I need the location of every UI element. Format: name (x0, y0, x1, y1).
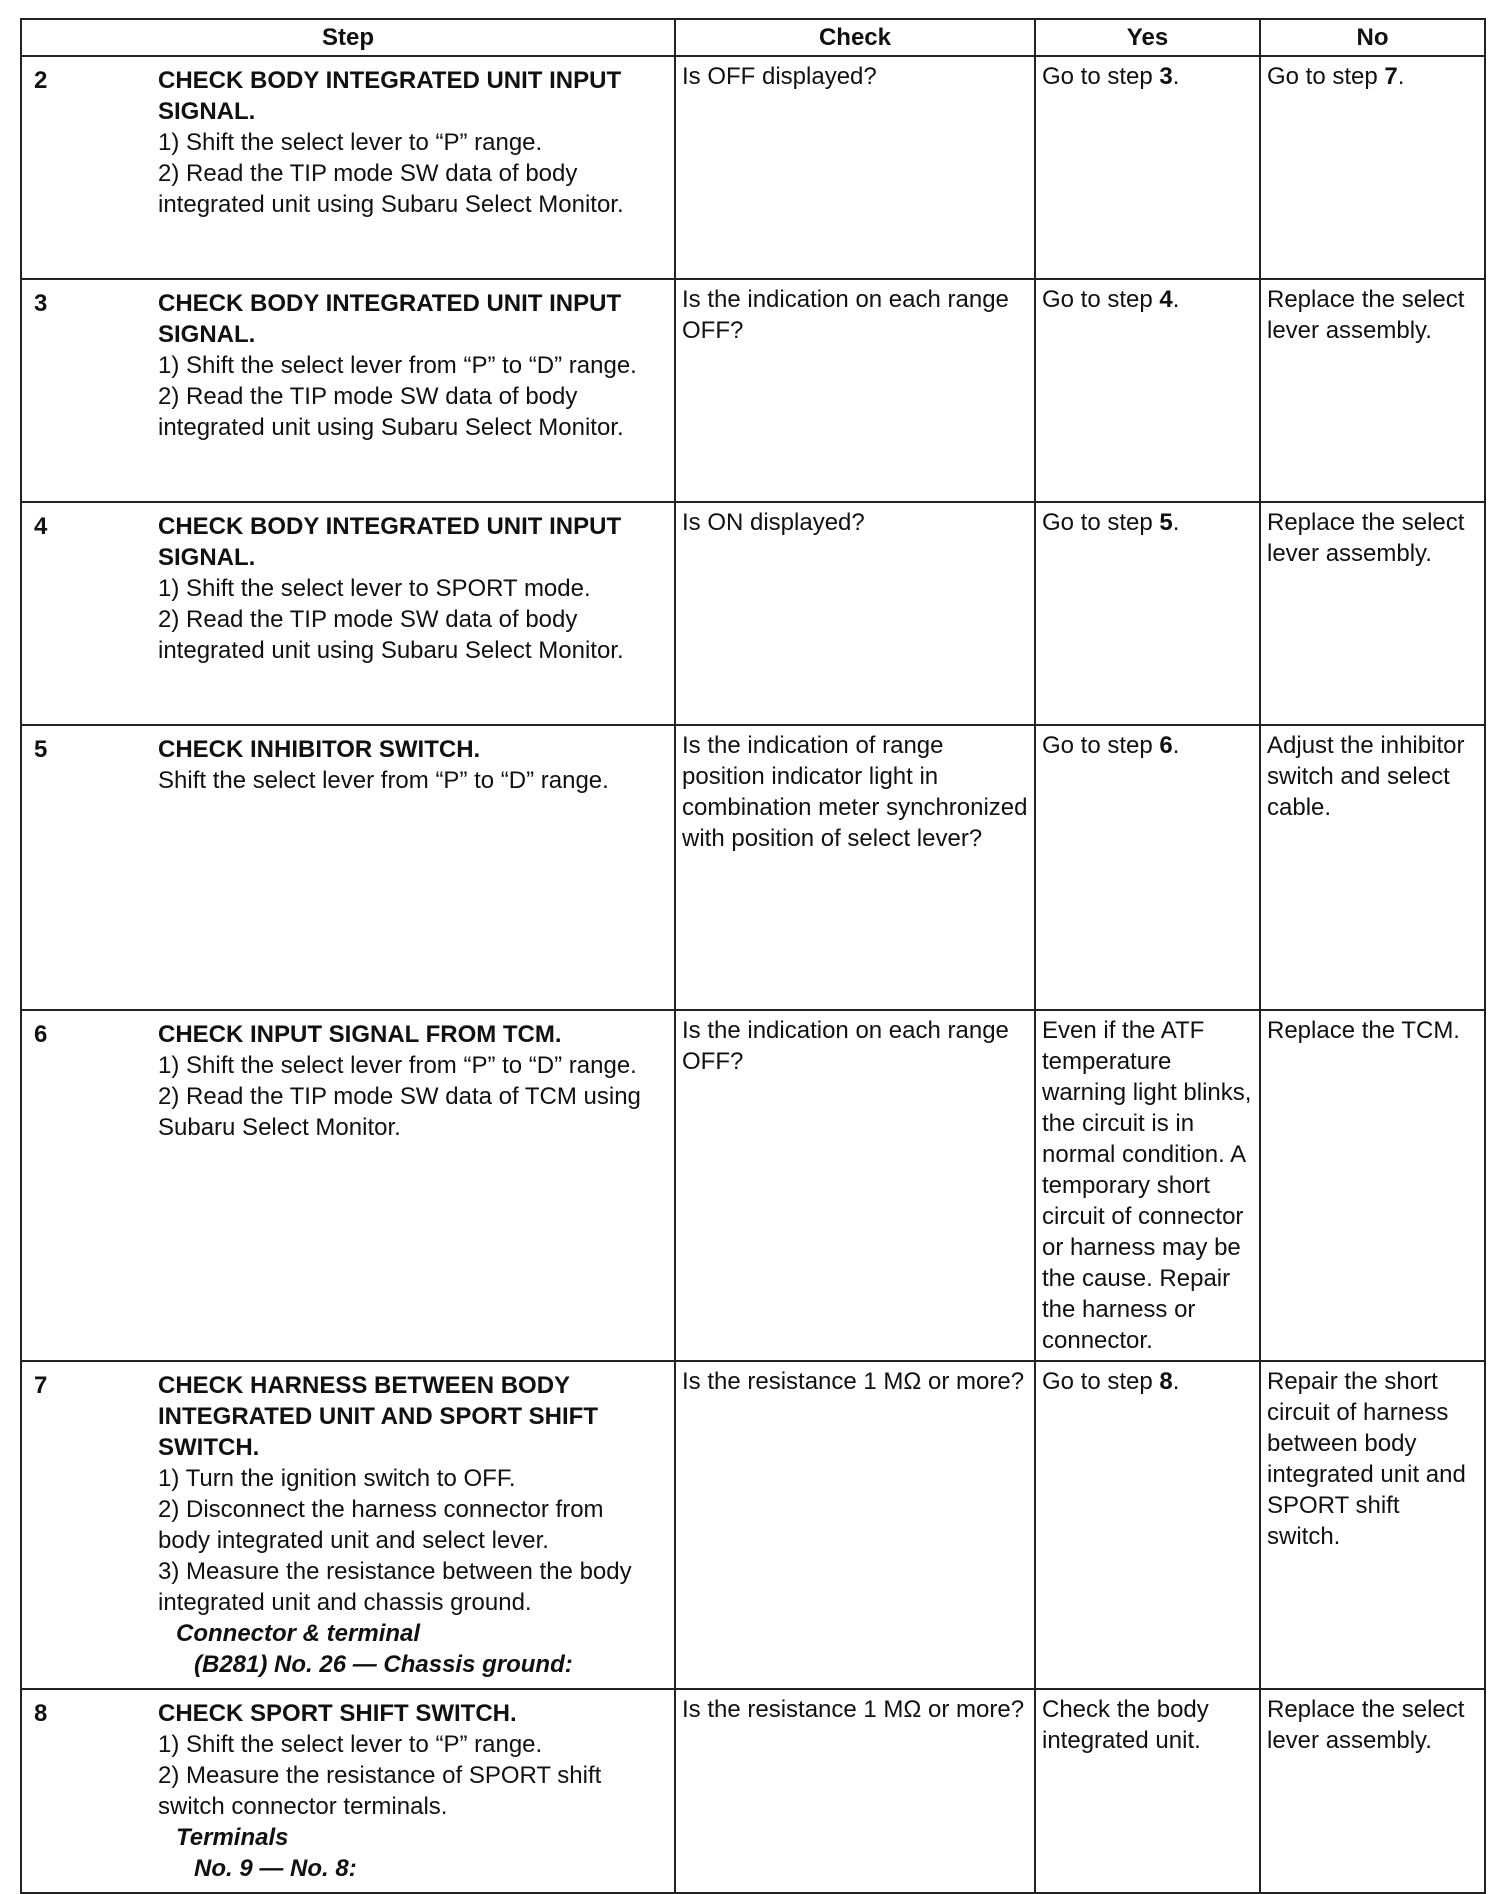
no-cell (1260, 56, 1485, 279)
step-cell (21, 502, 675, 725)
yes-prefix: Go to step (1042, 63, 1160, 90)
instruction: 2) Read the TIP mode SW data of TCM using Subaru Select Monitor. (158, 1083, 641, 1141)
no-step-link: 7 (1384, 63, 1398, 90)
table-row (21, 502, 1485, 725)
check-cell: Is the resistance 1 MΩ or more? (675, 1361, 1035, 1689)
yes-step-link: 6 (1159, 732, 1173, 759)
instruction: 1) Turn the ignition switch to OFF. (158, 1465, 516, 1492)
header-step: Step (21, 19, 675, 56)
yes-suffix: . (1172, 63, 1180, 90)
step-number: 6 (34, 1021, 48, 1048)
table-row (21, 725, 1485, 1010)
step-title: CHECK INPUT SIGNAL FROM TCM. (158, 1021, 562, 1048)
step-cell (21, 279, 675, 502)
diagnostic-table (20, 18, 1486, 1894)
instruction: 1) Shift the select lever from “P” to “D” range. (158, 352, 637, 379)
check-cell: Is ON displayed? (675, 502, 1035, 725)
no-cell: Adjust the inhibitor switch and select cable. (1260, 725, 1485, 1010)
instruction: 2) Measure the resistance of SPORT shift switch connector terminals. (158, 1762, 602, 1820)
check-cell: Is the indication on each range OFF? (675, 279, 1035, 502)
spec-value: (B281) No. 26 — Chassis ground: (194, 1651, 573, 1678)
yes-cell (1035, 279, 1260, 502)
step-number: 5 (34, 736, 48, 763)
instruction: 1) Shift the select lever to “P” range. (158, 1731, 543, 1758)
step-cell (21, 725, 675, 1010)
table-row (21, 1689, 1485, 1893)
check-cell: Is the indication on each range OFF? (675, 1010, 1035, 1361)
yes-suffix: . (1172, 509, 1180, 536)
step-number: 4 (34, 513, 48, 540)
step-number: 7 (34, 1372, 48, 1399)
step-cell (21, 56, 675, 279)
yes-suffix: . (1172, 732, 1180, 759)
yes-cell: Even if the ATF temperature warning light blinks, the circuit is in normal condition. A temporary short circuit of connector or harness may be the cause. Repair the harness or connector. (1035, 1010, 1260, 1361)
step-number: 3 (34, 290, 48, 317)
step-title: CHECK BODY INTEGRATED UNIT INPUT SIGNAL. (158, 290, 622, 348)
no-cell: Replace the TCM. (1260, 1010, 1485, 1361)
yes-cell: Check the body integrated unit. (1035, 1689, 1260, 1893)
yes-step-link: 8 (1159, 1368, 1173, 1395)
check-cell: Is the resistance 1 MΩ or more? (675, 1689, 1035, 1893)
instruction: 1) Shift the select lever to “P” range. (158, 129, 543, 156)
yes-suffix: . (1172, 1368, 1180, 1395)
instruction: 2) Read the TIP mode SW data of body integrated unit using Subaru Select Monitor. (158, 606, 624, 664)
yes-cell (1035, 1361, 1260, 1689)
no-suffix: . (1397, 63, 1405, 90)
header-check: Check (675, 19, 1035, 56)
yes-cell (1035, 56, 1260, 279)
spec-value: No. 9 — No. 8: (194, 1855, 357, 1882)
step-number: 2 (34, 67, 48, 94)
yes-suffix: . (1172, 286, 1180, 313)
step-number: 8 (34, 1700, 48, 1727)
step-cell (21, 1010, 675, 1361)
instruction: 1) Shift the select lever from “P” to “D” range. (158, 1052, 637, 1079)
instruction: 2) Read the TIP mode SW data of body integrated unit using Subaru Select Monitor. (158, 160, 624, 218)
yes-prefix: Go to step (1042, 286, 1160, 313)
instruction: Shift the select lever from “P” to “D” range. (158, 767, 609, 794)
step-cell (21, 1361, 675, 1689)
table-row (21, 279, 1485, 502)
yes-cell (1035, 725, 1260, 1010)
step-title: CHECK INHIBITOR SWITCH. (158, 736, 481, 763)
yes-step-link: 4 (1159, 286, 1173, 313)
table-row (21, 56, 1485, 279)
table-row (21, 1361, 1485, 1689)
check-cell: Is OFF displayed? (675, 56, 1035, 279)
instruction: 2) Read the TIP mode SW data of body integrated unit using Subaru Select Monitor. (158, 383, 624, 441)
step-title: CHECK HARNESS BETWEEN BODY INTEGRATED UNIT AND SPORT SHIFT SWITCH. (158, 1372, 598, 1461)
step-title: CHECK SPORT SHIFT SWITCH. (158, 1700, 517, 1727)
instruction: 1) Shift the select lever to SPORT mode. (158, 575, 591, 602)
spec-label: Terminals (176, 1824, 289, 1851)
step-cell (21, 1689, 675, 1893)
yes-prefix: Go to step (1042, 732, 1160, 759)
no-cell: Repair the short circuit of harness between body integrated unit and SPORT shift switch. (1260, 1361, 1485, 1689)
check-cell: Is the indication of range position indicator light in combination meter synchronized with position of select lever? (675, 725, 1035, 1010)
instruction: 2) Disconnect the harness connector from body integrated unit and select lever. (158, 1496, 604, 1554)
header-no: No (1260, 19, 1485, 56)
step-title: CHECK BODY INTEGRATED UNIT INPUT SIGNAL. (158, 513, 622, 571)
no-prefix: Go to step (1267, 63, 1385, 90)
instruction: 3) Measure the resistance between the body integrated unit and chassis ground. (158, 1558, 632, 1616)
header-row (21, 19, 1485, 56)
yes-step-link: 5 (1159, 509, 1173, 536)
yes-prefix: Go to step (1042, 1368, 1160, 1395)
no-cell: Replace the select lever assembly. (1260, 279, 1485, 502)
no-cell: Replace the select lever assembly. (1260, 502, 1485, 725)
step-title: CHECK BODY INTEGRATED UNIT INPUT SIGNAL. (158, 67, 622, 125)
spec-label: Connector & terminal (176, 1620, 421, 1647)
yes-prefix: Go to step (1042, 509, 1160, 536)
no-cell: Replace the select lever assembly. (1260, 1689, 1485, 1893)
table-row (21, 1010, 1485, 1361)
yes-step-link: 3 (1159, 63, 1173, 90)
yes-cell (1035, 502, 1260, 725)
header-yes: Yes (1035, 19, 1260, 56)
